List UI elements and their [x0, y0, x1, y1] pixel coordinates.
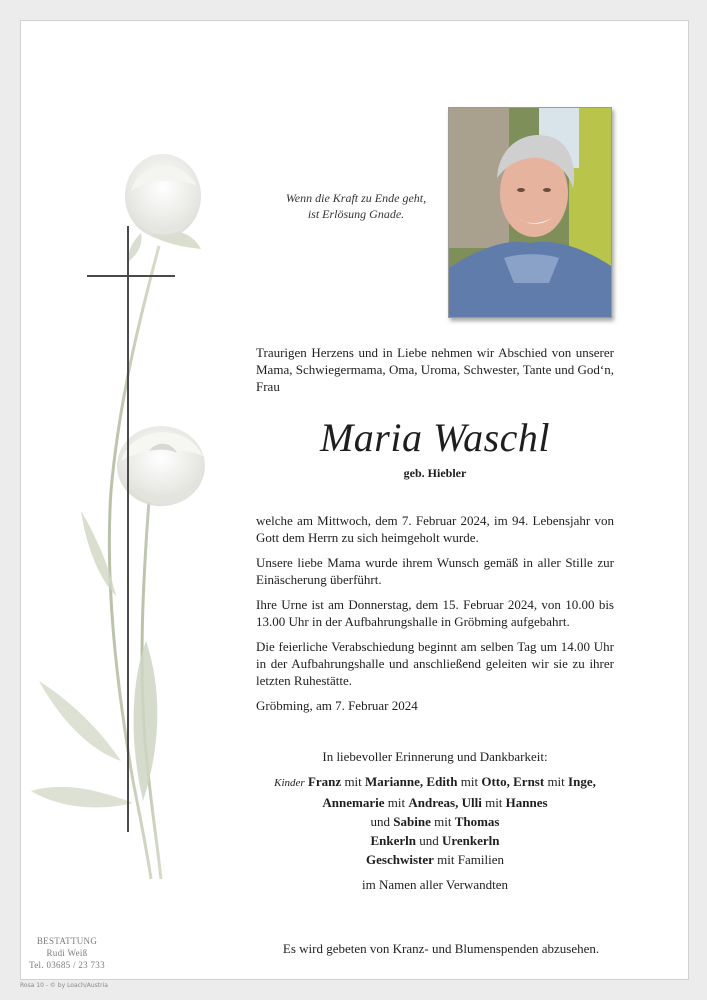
closing-request: Es wird gebeten von Kranz- und Blumenspenden abzusehen.	[282, 941, 600, 956]
copyright-note: Rosa 10 - © by Loach/Austria	[20, 982, 108, 989]
quote-line: ist Erlösung Gnade.	[307, 207, 405, 221]
cremation-info: Unsere liebe Mama wurde ihrem Wunsch gemäß in aller Stille zur Einäscherung überführt.	[256, 555, 614, 587]
connector: mit	[387, 795, 406, 810]
deceased-name: Maria Waschl	[319, 415, 551, 460]
relatives-line: im Namen aller Verwandten	[362, 877, 508, 892]
name: Enkerln	[370, 833, 416, 848]
connector: mit	[460, 774, 479, 789]
name: Edith	[426, 774, 458, 789]
connector: mit	[485, 795, 503, 810]
connector: mit	[344, 774, 362, 789]
urn-info: Ihre Urne ist am Donnerstag, dem 15. Februar 2024, von 10.00 bis 13.00 Uhr in der Aufbahrungshalle in Gröbming aufgebahrt.	[256, 597, 614, 629]
name: Ernst	[513, 774, 545, 789]
announcement-body	[256, 512, 614, 722]
children-line-3	[257, 812, 613, 831]
quote-line: Wenn die Kraft zu Ende geht,	[285, 191, 427, 205]
name: Andreas,	[408, 795, 459, 810]
connector: und	[419, 833, 439, 848]
name: Inge,	[568, 774, 596, 789]
name: Hannes	[505, 795, 548, 810]
name: Otto,	[481, 774, 510, 789]
name: Geschwister	[366, 852, 434, 867]
name: Urenkerln	[441, 833, 500, 848]
children-line-1	[257, 772, 613, 793]
undertaker-name: Rudi Weiß	[46, 948, 88, 958]
grandchildren-line	[257, 831, 613, 850]
name: Marianne,	[365, 774, 424, 789]
connector: mit Familien	[437, 852, 504, 867]
undertaker-title: BESTATTUNG	[36, 936, 98, 946]
name: Sabine	[393, 814, 431, 829]
name: Ulli	[461, 795, 482, 810]
portrait-photo	[448, 107, 612, 318]
white-rose-decoration	[21, 21, 221, 979]
children-line-2	[257, 793, 613, 812]
connector: und	[370, 814, 391, 829]
name: Annemarie	[322, 795, 385, 810]
undertaker-phone: Tel. 03685 / 23 733	[29, 960, 105, 970]
siblings-line	[257, 850, 613, 869]
name: Franz	[307, 774, 342, 789]
connector: mit	[547, 774, 565, 789]
quote	[256, 190, 456, 222]
family-section	[257, 747, 613, 894]
family-heading: In liebevoller Erinnerung und Dankbarkeit:	[322, 749, 548, 764]
kinder-label: Kinder	[274, 777, 305, 789]
farewell-info: Die feierliche Verabschiedung beginnt am selben Tag um 14.00 Uhr in der Aufbahrungshalle und anschließend geleiten wir sie zu ihrer letzten Ruhestätte.	[256, 639, 614, 688]
cross-icon	[127, 226, 129, 832]
birth-name: geb. Hiebler	[403, 466, 467, 480]
obituary-page	[20, 20, 689, 980]
undertaker-logo	[26, 935, 108, 971]
death-info: welche am Mittwoch, dem 7. Februar 2024, im 94. Lebensjahr von Gott dem Herrn zu sich heimgeholt wurde.	[256, 513, 614, 545]
place-date: Gröbming, am 7. Februar 2024	[256, 698, 418, 713]
name: Thomas	[454, 814, 500, 829]
cross-bar	[87, 275, 175, 277]
connector: mit	[434, 814, 452, 829]
intro-text: Traurigen Herzens und in Liebe nehmen wir Abschied von unserer Mama, Schwiegermama, Oma, Uroma, Schwester, Tante und God‘n, Frau	[256, 345, 614, 394]
